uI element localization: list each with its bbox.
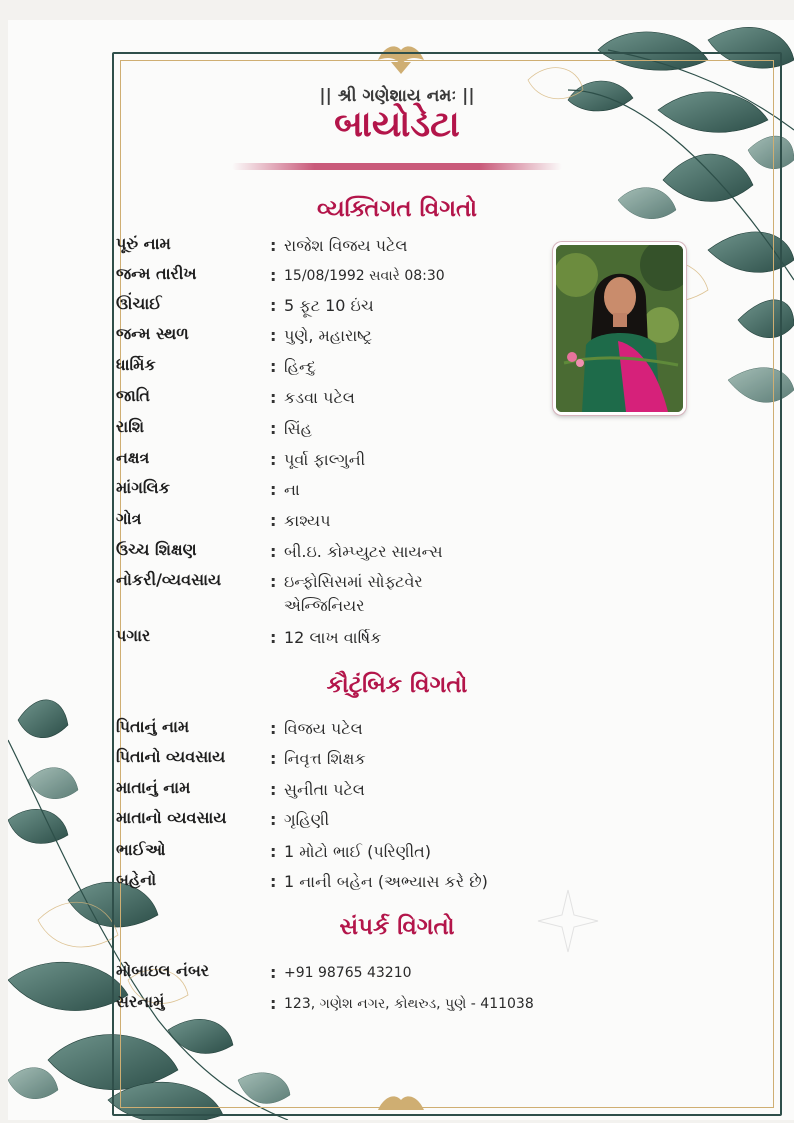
row-value: નિવૃત્ત શિક્ષક <box>284 749 366 768</box>
row-value: હિન્દુ <box>284 357 316 376</box>
row-label: માતાનો વ્યવસાય <box>116 808 227 827</box>
row-colon: : <box>270 780 277 799</box>
row-value: 12 લાખ વાર્ષિક <box>284 628 382 647</box>
row-colon: : <box>270 326 277 345</box>
row-label: મોબાઇલ નંબર <box>116 961 210 980</box>
row-colon: : <box>270 419 277 438</box>
portrait-image-icon <box>556 245 683 412</box>
row-value: +91 98765 43210 <box>284 965 412 981</box>
row-colon: : <box>270 994 277 1013</box>
row-label: માતાનું નામ <box>116 778 191 797</box>
row-colon: : <box>270 719 277 738</box>
row-colon: : <box>270 872 277 891</box>
row-value: સિંહ <box>284 419 312 438</box>
row-colon: : <box>270 450 277 469</box>
row-colon: : <box>270 236 277 255</box>
row-colon: : <box>270 963 277 982</box>
row-label: નક્ષત્ર <box>116 448 150 467</box>
row-value: ઇન્ફોસિસમાં સોફ્ટવેર એન્જિનિયર <box>284 572 423 615</box>
family-heading: કૌટુંબિક વિગતો <box>326 672 468 698</box>
row-label: પિતાનું નામ <box>116 717 190 736</box>
row-value: કાશ્યપ <box>284 511 331 530</box>
row-value: કડવા પટેલ <box>284 388 355 407</box>
row-value: 5 ફૂટ 10 ઇંચ <box>284 296 374 315</box>
row-label: જન્મ તારીખ <box>116 264 197 283</box>
row-colon: : <box>270 296 277 315</box>
row-colon: : <box>270 749 277 768</box>
row-label: સરનામું <box>116 992 165 1011</box>
contact-heading: સંપર્ક વિગતો <box>339 914 455 940</box>
personal-heading: વ્યક્તિગત વિગતો <box>317 196 477 222</box>
invocation-text: || શ્રી ગણેશાય નમઃ || <box>319 86 475 106</box>
row-colon: : <box>270 480 277 499</box>
row-value: સુનીતા પટેલ <box>284 780 365 799</box>
row-label: ધાર્મિક <box>116 355 156 374</box>
row-colon: : <box>270 266 277 285</box>
row-label: બહેનો <box>116 870 157 889</box>
row-value: ગૃહિણી <box>284 810 330 829</box>
row-label: પિતાનો વ્યવસાય <box>116 747 226 766</box>
row-value: 123, ગણેશ નગર, કોથરુડ, પુણે - 411038 <box>284 996 534 1012</box>
profile-photo <box>553 242 686 415</box>
page-title: બાયોડેટા <box>334 104 460 145</box>
row-label: ઉચ્ચ શિક્ષણ <box>116 540 197 559</box>
row-label: જન્મ સ્થળ <box>116 324 189 343</box>
row-value: બી.ઇ. કોમ્પ્યુટર સાયન્સ <box>284 542 443 561</box>
row-colon: : <box>270 511 277 530</box>
row-value: રાજેશ વિજય પટેલ <box>284 236 408 255</box>
title-underline <box>232 163 562 170</box>
row-value: 15/08/1992 સવારે 08:30 <box>284 268 445 284</box>
row-colon: : <box>270 810 277 829</box>
row-label: ભાઈઓ <box>116 840 166 859</box>
row-label: નોકરી/વ્યવસાય <box>116 570 222 589</box>
row-colon: : <box>270 388 277 407</box>
row-label: રાશિ <box>116 417 145 436</box>
row-colon: : <box>270 628 277 647</box>
row-label: માંગલિક <box>116 478 170 497</box>
row-colon: : <box>270 842 277 861</box>
row-colon: : <box>270 357 277 376</box>
row-value: પૂર્વા ફાલ્ગુની <box>284 450 366 469</box>
row-label: પગાર <box>116 626 151 645</box>
row-value: પુણે, મહારાષ્ટ્ર <box>284 326 373 345</box>
row-value: 1 મોટો ભાઈ (પરિણીત) <box>284 842 432 861</box>
row-colon: : <box>270 572 277 591</box>
row-label: ઊંચાઈ <box>116 294 162 313</box>
row-label: ગોત્ર <box>116 509 142 528</box>
row-value: ના <box>284 480 300 499</box>
row-value: 1 નાની બહેન (અભ્યાસ કરે છે) <box>284 872 488 891</box>
row-label: પૂરું નામ <box>116 234 171 253</box>
row-label: જાતિ <box>116 386 151 405</box>
row-colon: : <box>270 542 277 561</box>
row-value: વિજય પટેલ <box>284 719 363 738</box>
